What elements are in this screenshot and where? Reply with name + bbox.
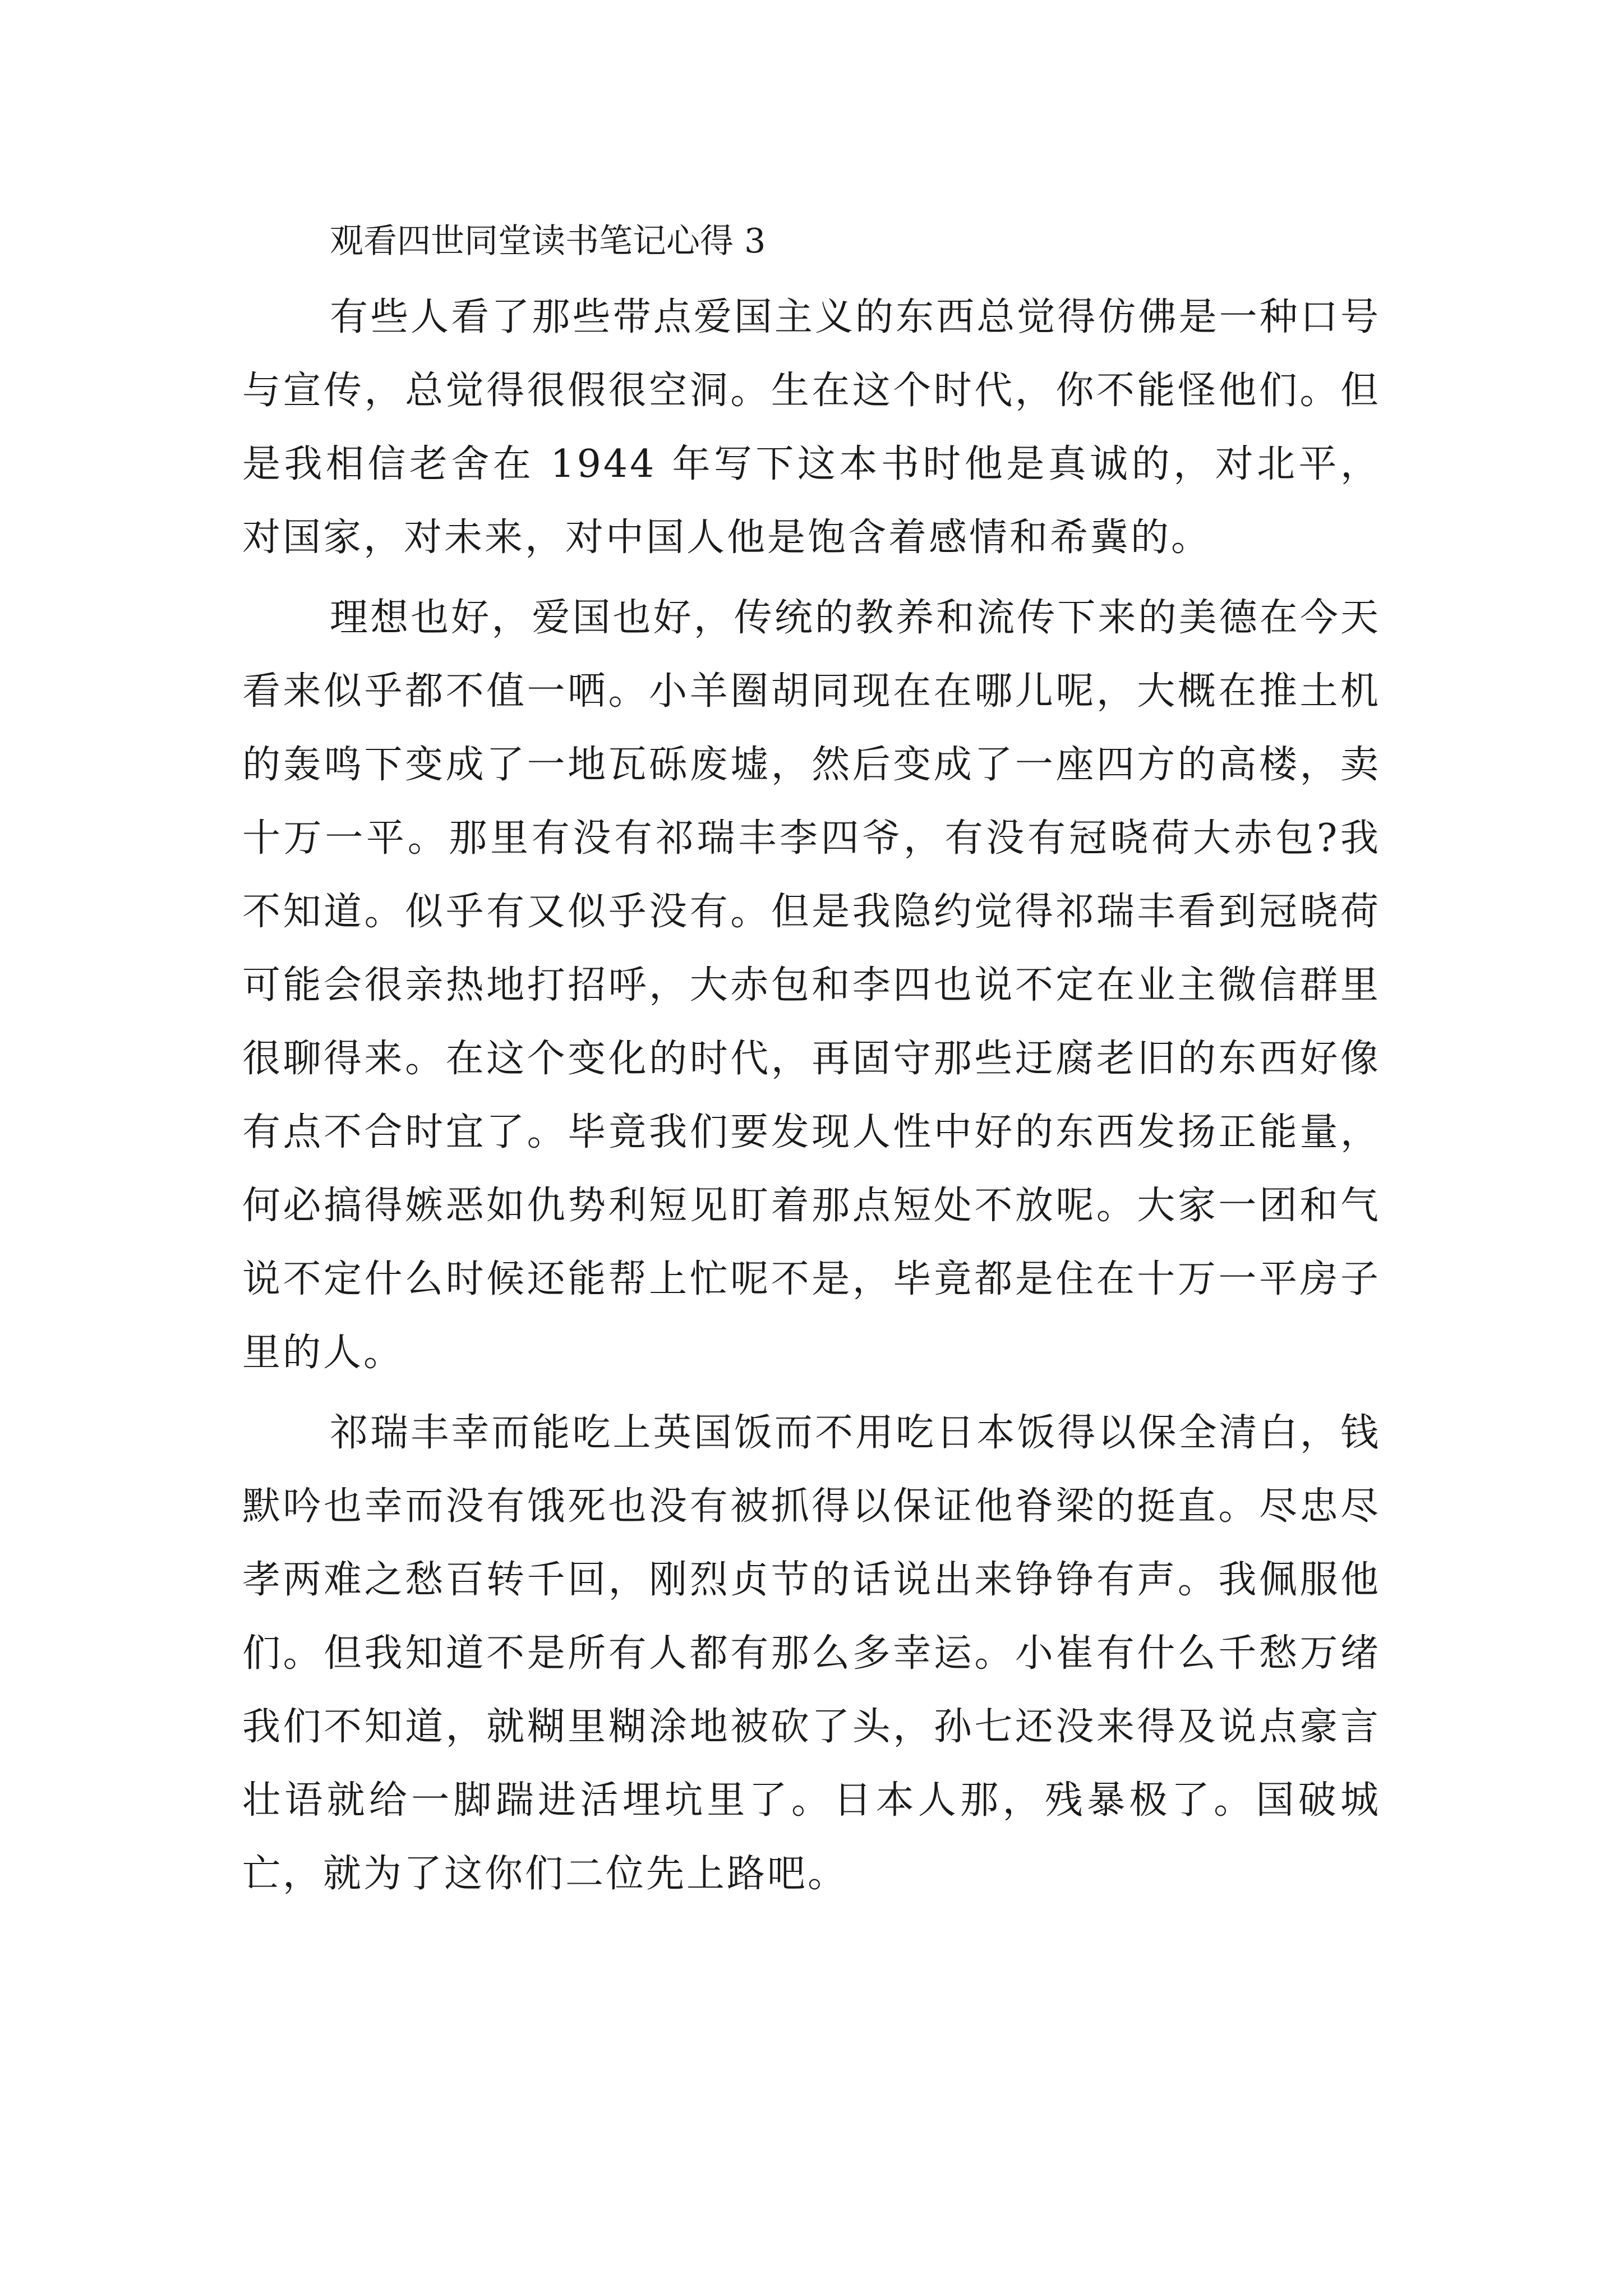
paragraph-2: 理想也好，爱国也好，传统的教养和流传下来的美德在今天看来似乎都不值一哂。小羊圈胡同现在在哪儿呢，大概在推土机的轰鸣下变成了一地瓦砾废墟，然后变成了一座四方的高楼，卖十万一平。那里有没有祁瑞丰李四爷，有没有冠晓荷大赤包?我不知道。似乎有又似乎没有。但是我隐约觉得祁瑞丰看到冠晓荷可能会很亲热地打招呼，大赤包和李四也说不定在业主微信群里很聊得来。在这个变化的时代，再固守那些迂腐老旧的东西好像有点不合时宜了。毕竟我们要发现人性中好的东西发扬正能量，何必搞得嫉恶如仇势利短见盯着那点短处不放呢。大家一团和气说不定什么时候还能帮上忙呢不是，毕竟都是住在十万一平房子里的人。 xyxy=(242,596,1381,1375)
paragraph-3: 祁瑞丰幸而能吃上英国饭而不用吃日本饭得以保全清白，钱默吟也幸而没有饿死也没有被抓得以保证他脊梁的挺直。尽忠尽孝两难之愁百转千回，刚烈贞节的话说出来铮铮有声。我佩服他们。但我知道不是所有人都有那么多幸运。小崔有什么千愁万绪我们不知道，就糊里糊涂地被砍了头，孙七还没来得及说点豪言壮语就给一脚踹进活埋坑里了。日本人那，残暴极了。国破城亡，就为了这你们二位先上路吧。 xyxy=(242,1411,1381,1896)
document-body xyxy=(242,202,1381,1911)
paragraph-1: 有些人看了那些带点爱国主义的东西总觉得仿佛是一种口号与宣传，总觉得很假很空洞。生在这个时代，你不能怪他们。但是我相信老舍在 1944 年写下这本书时他是真诚的，对北平，对国家，对未来，对中国人他是饱含着感情和希冀的。 xyxy=(242,295,1381,560)
document-title: 观看四世同堂读书笔记心得 3 xyxy=(330,222,766,261)
